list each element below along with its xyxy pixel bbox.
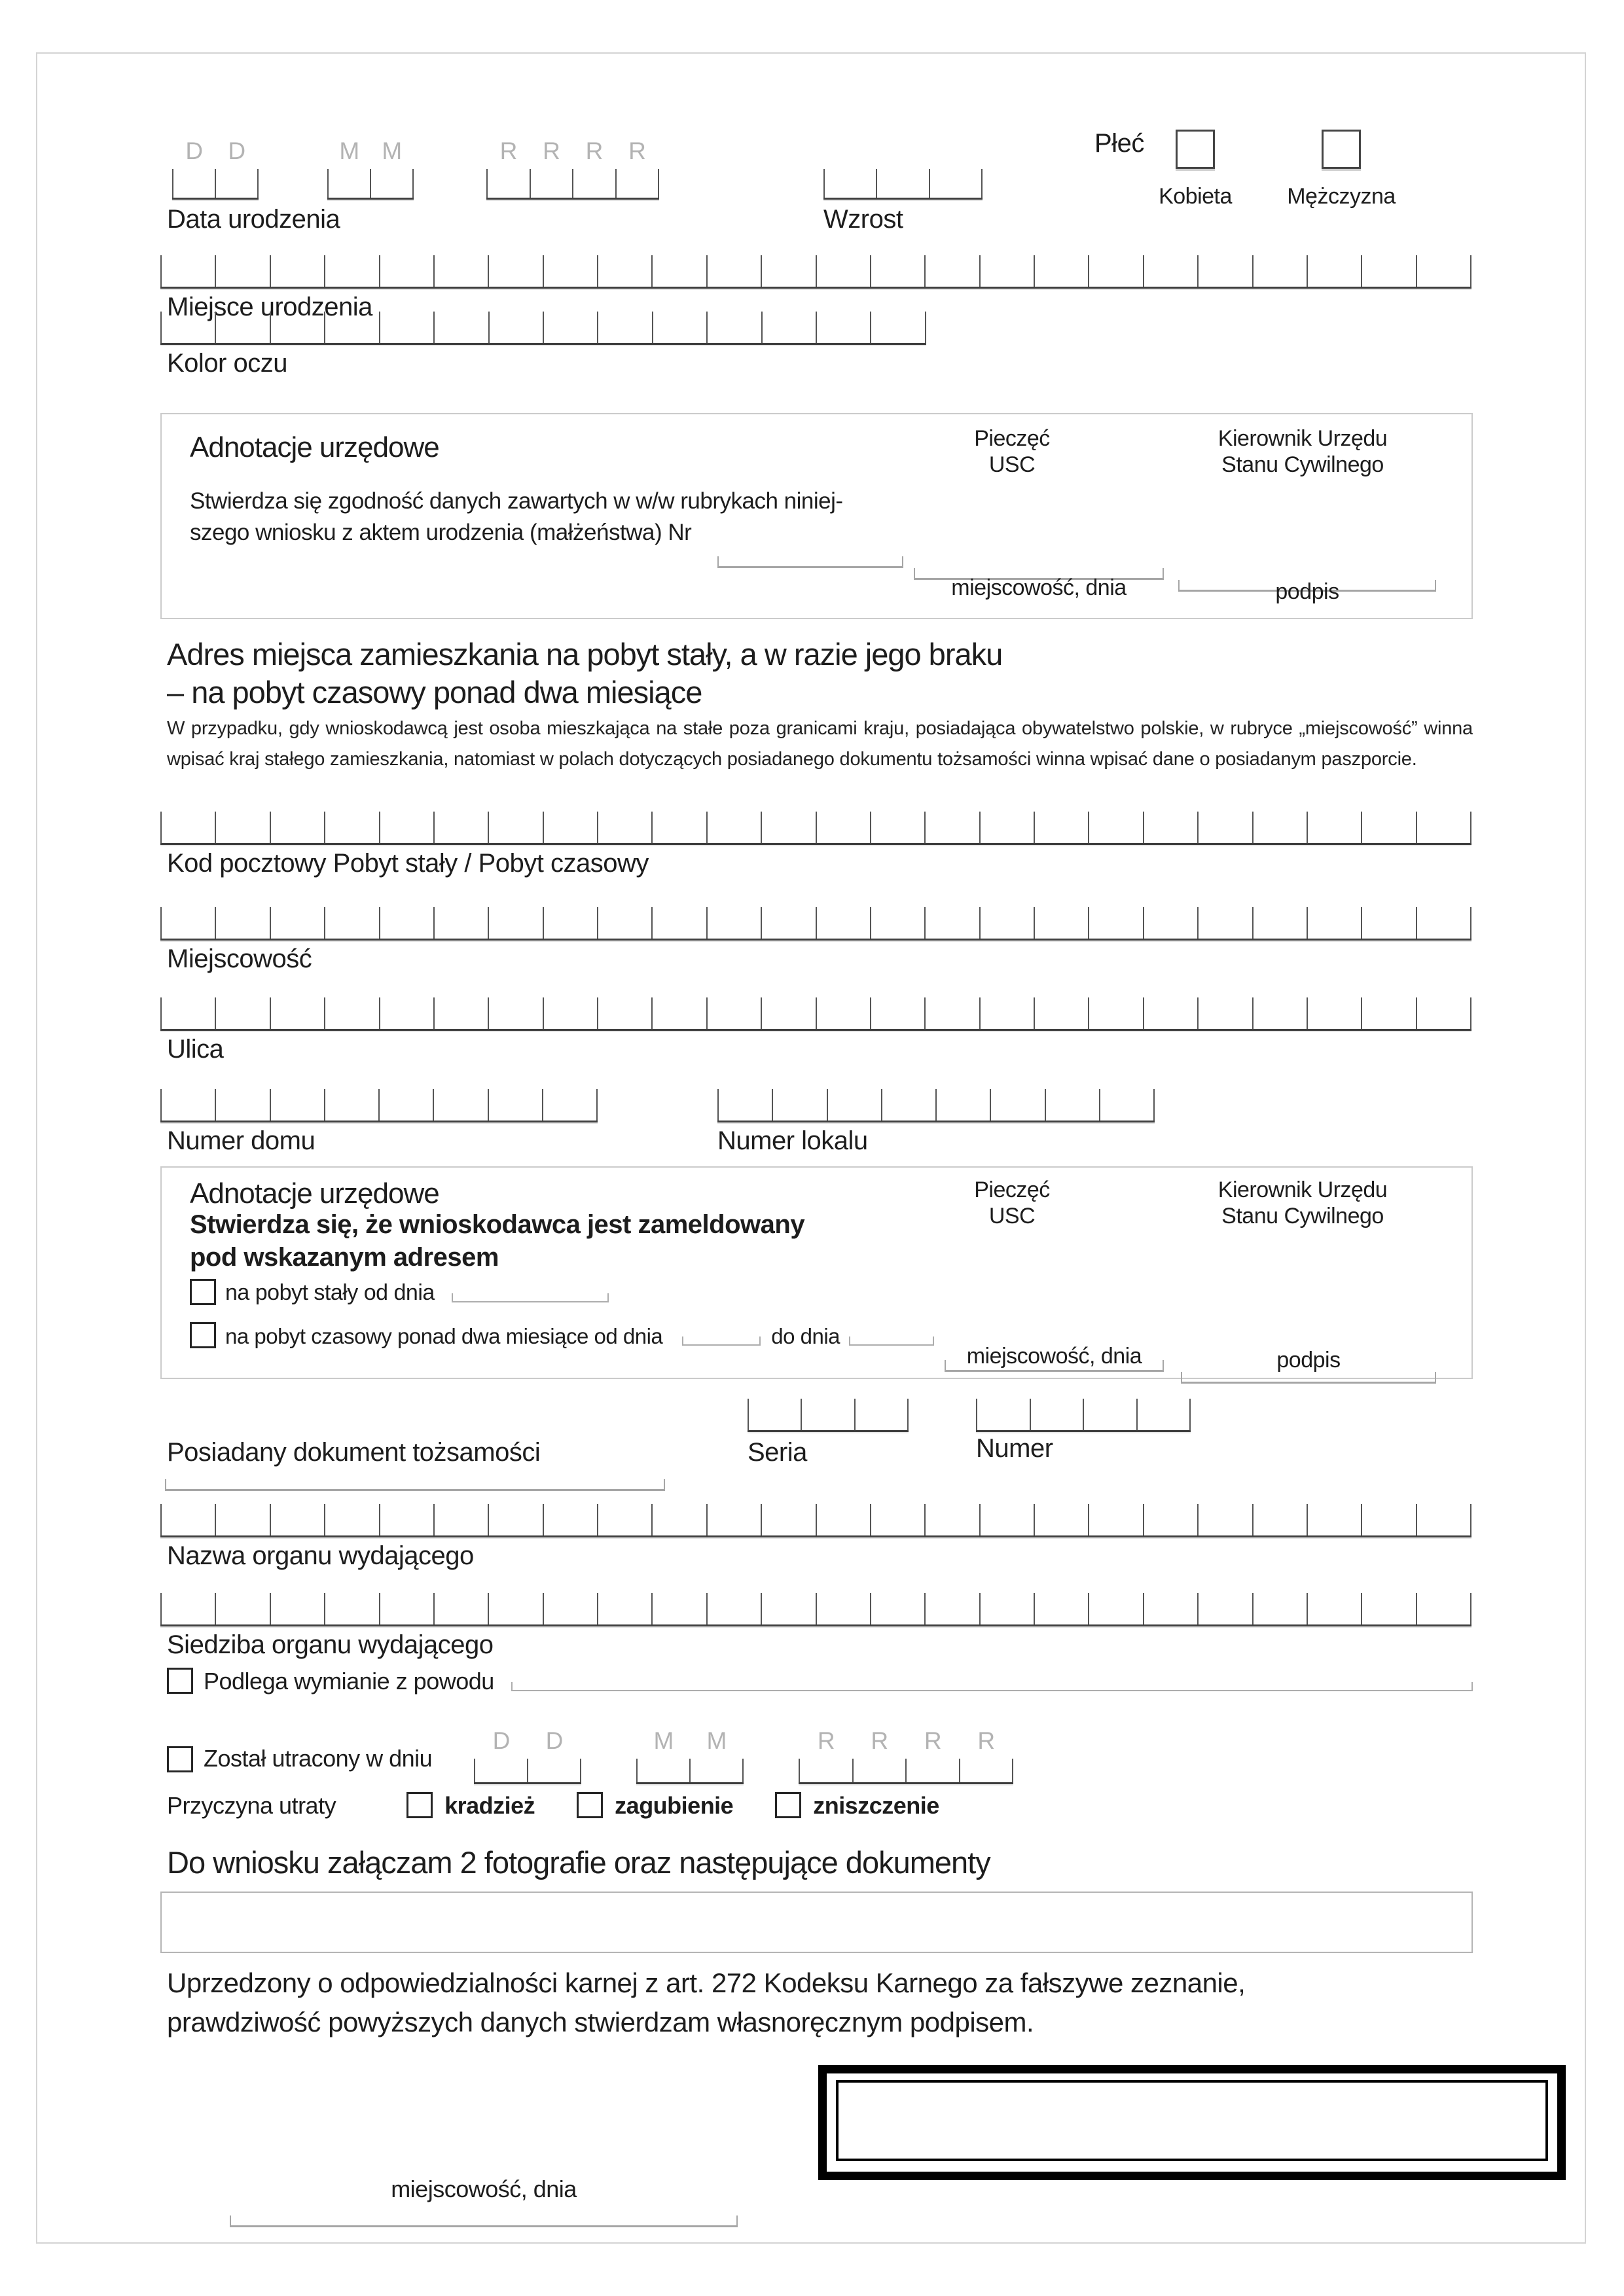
- eye-color-field[interactable]: [160, 312, 926, 345]
- declaration-line2: prawdziwość powyższych danych stwierdzam własnoręcznym podpisem.: [167, 2007, 1034, 2037]
- signature-area[interactable]: [836, 2080, 1548, 2161]
- temporary-stay-row: [190, 1322, 934, 1348]
- annotations1-place-date-label: miejscowość, dnia: [951, 575, 1127, 600]
- theft-checkbox[interactable]: [406, 1792, 433, 1818]
- house-number-field[interactable]: [160, 1089, 598, 1122]
- identity-document-label: Posiadany dokument tożsamości: [167, 1438, 541, 1467]
- lost-day-field[interactable]: D D: [474, 1759, 581, 1784]
- annotations1-line2: szego wniosku z aktem urodzenia (małżeństwa) Nr: [190, 520, 692, 545]
- permanent-stay-date-line[interactable]: [452, 1293, 609, 1302]
- apartment-number-label: Numer lokalu: [717, 1126, 868, 1155]
- number-label: Numer: [976, 1434, 1053, 1463]
- height-field[interactable]: [823, 169, 983, 200]
- loss-reason-row: [167, 1792, 939, 1818]
- sex-male-checkbox[interactable]: [1322, 130, 1361, 169]
- series-field[interactable]: [748, 1399, 909, 1432]
- address-heading-line1: Adres miejsca zamieszkania na pobyt stały, a w razie jego braku: [167, 637, 1003, 672]
- address-heading-line2: – na pobyt czasowy ponad dwa miesiące: [167, 675, 702, 709]
- identity-document-line[interactable]: [165, 1479, 665, 1491]
- annotations1-stamp-label-1: Pieczęć: [974, 426, 1050, 451]
- number-field[interactable]: [976, 1399, 1191, 1432]
- annotations2-stamp-label-1: Pieczęć: [974, 1177, 1050, 1202]
- series-label: Seria: [748, 1438, 807, 1467]
- attachments-box[interactable]: [160, 1892, 1473, 1953]
- bottom-place-date-line[interactable]: [230, 2215, 738, 2227]
- annotations2-title: Adnotacje urzędowe: [190, 1177, 439, 1210]
- house-number-label: Numer domu: [167, 1126, 316, 1155]
- birthplace-label: Miejsce urodzenia: [167, 293, 372, 321]
- annotations2-bold-line1: Stwierdza się, że wnioskodawca jest zameldowany: [190, 1210, 805, 1239]
- issuer-seat-label: Siedziba organu wydającego: [167, 1630, 494, 1659]
- birthplace-field[interactable]: [160, 255, 1471, 289]
- loss-label: zagubienie: [615, 1792, 734, 1820]
- lost-row: [167, 1727, 1013, 1784]
- annotations1-line1: Stwierdza się zgodność danych zawartych w w/w rubrykach niniej-: [190, 488, 843, 514]
- birth-month-field[interactable]: M M: [327, 169, 414, 200]
- lost-year-field[interactable]: R R R R: [799, 1759, 1013, 1784]
- annotations2-head-label-1: Kierownik Urzędu: [1218, 1177, 1388, 1202]
- theft-label: kradzież: [444, 1792, 535, 1820]
- annotations2-signature-label: podpis: [1276, 1348, 1341, 1372]
- apartment-number-field[interactable]: [717, 1089, 1155, 1122]
- temporary-stay-checkbox[interactable]: [190, 1322, 216, 1348]
- sex-male-label: Mężczyzna: [1287, 184, 1396, 209]
- annotations2-place-date-label: miejscowość, dnia: [966, 1344, 1142, 1369]
- annotations1-title: Adnotacje urzędowe: [190, 431, 439, 463]
- act-number-line[interactable]: [717, 556, 903, 568]
- permanent-stay-checkbox[interactable]: [190, 1279, 216, 1305]
- eye-color-label: Kolor oczu: [167, 349, 287, 378]
- annotations2-signature-line[interactable]: [1181, 1372, 1436, 1384]
- annotations1-stamp-label-2: USC: [988, 452, 1036, 477]
- destruction-label: zniszczenie: [813, 1792, 939, 1820]
- exchange-reason-line[interactable]: [511, 1682, 1473, 1691]
- bottom-place-date-label: miejscowość, dnia: [391, 2176, 577, 2202]
- annotations1-head-label-1: Kierownik Urzędu: [1218, 426, 1388, 451]
- sex-label: Płeć: [1094, 129, 1144, 158]
- street-field[interactable]: [160, 997, 1471, 1031]
- street-label: Ulica: [167, 1035, 224, 1064]
- loss-checkbox[interactable]: [577, 1792, 603, 1818]
- temporary-stay-to-line[interactable]: [849, 1336, 934, 1346]
- annotations1-head-label-2: Stanu Cywilnego: [1221, 452, 1384, 477]
- loss-reason-label: Przyczyna utraty: [167, 1792, 336, 1820]
- attachments-heading: Do wniosku załączam 2 fotografie oraz następujące dokumenty: [167, 1845, 990, 1880]
- postal-code-field[interactable]: [160, 812, 1471, 845]
- postal-code-label: Kod pocztowy Pobyt stały / Pobyt czasowy: [167, 849, 649, 878]
- height-label: Wzrost: [823, 205, 903, 234]
- issuer-name-field[interactable]: [160, 1504, 1471, 1537]
- city-label: Miejscowość: [167, 944, 312, 973]
- annotations2-bold-line2: pod wskazanym adresem: [190, 1243, 499, 1272]
- temporary-stay-from-line[interactable]: [682, 1336, 761, 1346]
- issuer-name-label: Nazwa organu wydającego: [167, 1541, 474, 1570]
- sex-female-label: Kobieta: [1159, 184, 1232, 209]
- destruction-checkbox[interactable]: [775, 1792, 801, 1818]
- birth-day-field[interactable]: D D: [172, 169, 259, 200]
- temporary-stay-label: na pobyt czasowy ponad dwa miesiące od dnia: [225, 1323, 663, 1348]
- signature-frame: [818, 2065, 1566, 2180]
- exchange-label: Podlega wymianie z powodu: [204, 1668, 494, 1695]
- declaration-line1: Uprzedzony o odpowiedzialności karnej z art. 272 Kodeksu Karnego za fałszywe zeznanie,: [167, 1967, 1246, 1998]
- lost-label: Został utracony w dniu: [204, 1745, 433, 1772]
- exchange-checkbox[interactable]: [167, 1668, 193, 1694]
- city-field[interactable]: [160, 907, 1471, 941]
- lost-month-field[interactable]: M M: [636, 1759, 744, 1784]
- annotations2-stamp-label-2: USC: [988, 1204, 1036, 1229]
- birth-year-field[interactable]: R R R R: [486, 169, 659, 200]
- lost-checkbox[interactable]: [167, 1746, 193, 1772]
- sex-female-checkbox[interactable]: [1176, 130, 1215, 169]
- issuer-seat-field[interactable]: [160, 1593, 1471, 1626]
- address-note: W przypadku, gdy wnioskodawcą jest osoba mieszkająca na stałe poza granicami kraju, posiadająca obywatelstwo polskie, w rubryce „miejscowość” winna wpisać kraj stałego zamieszkania, natomiast w polach dotyczących posiadanego dokumentu tożsamości winna wpisać dane o posiadanym paszporcie.: [167, 718, 1473, 770]
- permanent-stay-label: na pobyt stały od dnia: [225, 1280, 435, 1305]
- annotations2-head-label-2: Stanu Cywilnego: [1221, 1204, 1384, 1229]
- exchange-row: [167, 1668, 1473, 1694]
- annotations1-signature-label: podpis: [1275, 579, 1339, 604]
- temporary-stay-to-label: do dnia: [771, 1323, 840, 1348]
- birth-date-label: Data urodzenia: [167, 205, 340, 234]
- permanent-stay-row: [190, 1279, 609, 1305]
